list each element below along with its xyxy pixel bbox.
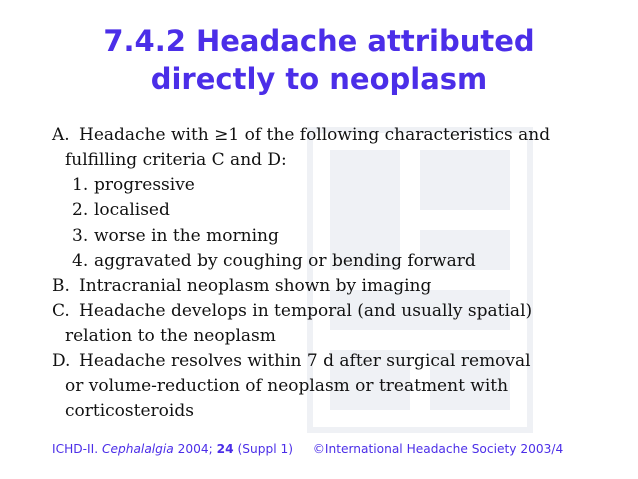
- list-item-number: 4.: [72, 251, 89, 271]
- criterion-b-marker: B.: [52, 276, 70, 296]
- slide-title: [0, 22, 638, 98]
- list-item-text: progressive: [94, 175, 195, 195]
- criterion-a-marker: A.: [52, 125, 70, 145]
- list-item: [72, 172, 195, 198]
- list-item-text: localised: [94, 200, 170, 220]
- criterion-c-text-line-1: Headache develops in temporal (and usually spatial): [79, 301, 533, 321]
- list-item: [72, 197, 170, 223]
- footer-journal: Cephalalgia: [102, 442, 174, 456]
- list-item: [72, 223, 279, 249]
- footer-citation: [52, 442, 563, 456]
- footer-ref-prefix: ICHD-II.: [52, 442, 99, 456]
- criterion-c-continuation: relation to the neoplasm: [65, 326, 276, 346]
- list-item: [72, 248, 476, 274]
- list-item-text: aggravated by coughing or bending forward: [94, 251, 476, 271]
- criterion-d: [52, 348, 531, 374]
- criterion-a-text-line-1: Headache with ≥1 of the following characteristics and: [79, 125, 551, 145]
- title-line-1: 7.4.2 Headache attributed: [103, 24, 535, 58]
- list-item-number: 2.: [72, 200, 89, 220]
- criterion-c: [52, 298, 532, 324]
- footer-year: 2004;: [177, 442, 213, 456]
- footer-suppl: (Suppl 1): [237, 442, 293, 456]
- list-item-number: 1.: [72, 175, 89, 195]
- title-line-2: directly to neoplasm: [150, 62, 488, 96]
- criterion-d-continuation-2: corticosteroids: [65, 401, 194, 421]
- criterion-d-continuation-1: or volume-reduction of neoplasm or treatment with: [65, 376, 509, 396]
- criterion-b: [52, 273, 431, 299]
- footer-volume: 24: [216, 442, 234, 456]
- criterion-a-continuation: fulfilling criteria C and D:: [65, 150, 287, 170]
- criterion-d-text-line-1: Headache resolves within 7 d after surgical removal: [79, 351, 531, 371]
- criterion-d-marker: D.: [52, 351, 71, 371]
- list-item-text: worse in the morning: [94, 226, 279, 246]
- criterion-a: [52, 122, 550, 148]
- criterion-c-marker: C.: [52, 301, 70, 321]
- list-item-number: 3.: [72, 226, 89, 246]
- footer-copyright: ©International Headache Society 2003/4: [312, 442, 564, 456]
- criterion-b-text: Intracranial neoplasm shown by imaging: [79, 276, 432, 296]
